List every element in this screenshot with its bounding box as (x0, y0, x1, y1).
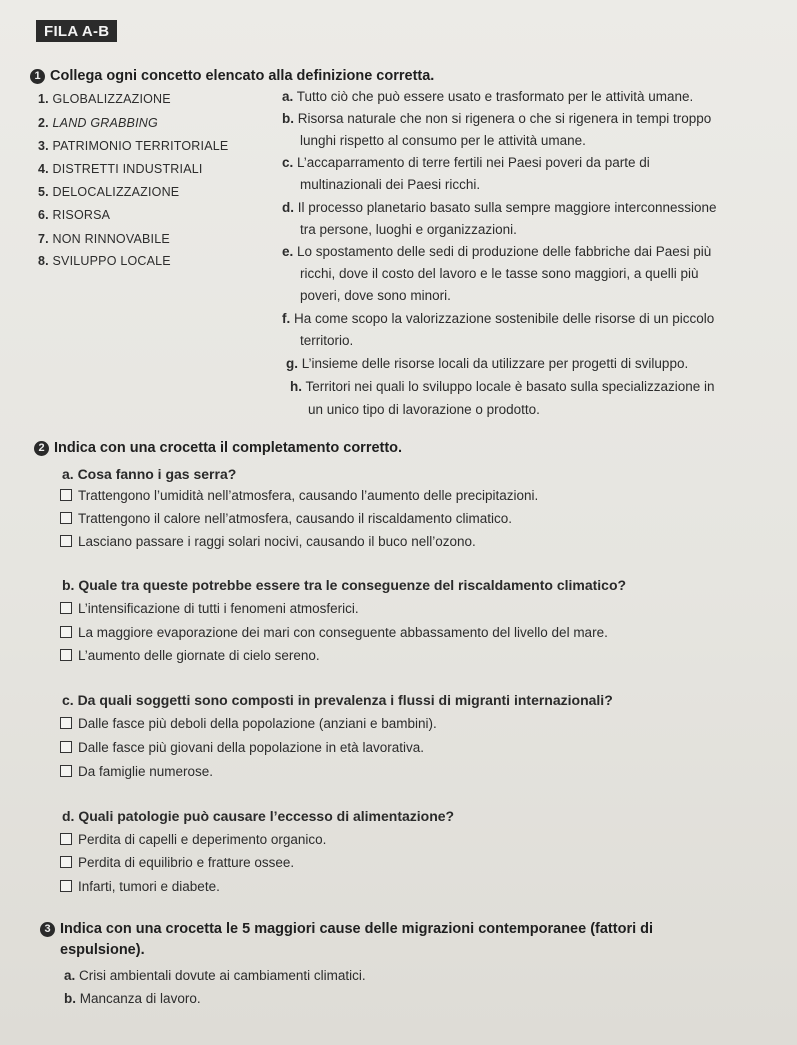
checkbox[interactable] (60, 626, 72, 638)
term-8: 8. SVILUPPO LOCALE (38, 254, 171, 268)
exercise-1-title (30, 68, 434, 84)
checkbox[interactable] (60, 880, 72, 892)
definition-d-line-2: tra persone, luoghi e organizzazioni. (300, 222, 517, 237)
checkbox[interactable] (60, 512, 72, 524)
checkbox[interactable] (60, 717, 72, 729)
exercise-3-text-line-1: Indica con una crocetta le 5 maggiori cause delle migrazioni contemporanee (fattori di (60, 921, 654, 937)
definition-c: c. L’accaparramento di terre fertili nei Paesi poveri da parte di (282, 155, 650, 170)
question-a-option-3[interactable]: Lasciano passare i raggi solari nocivi, causando il buco nell’ozono. (60, 534, 476, 549)
term-3: 3. PATRIMONIO TERRITORIALE (38, 139, 229, 153)
cause-b: b. Mancanza di lavoro. (64, 991, 201, 1006)
question-c-option-1[interactable]: Dalle fasce più deboli della popolazione (anziani e bambini). (60, 716, 437, 731)
exercise-3-title (40, 921, 653, 937)
question-d: d. Quali patologie può causare l’eccesso di alimentazione? (62, 808, 455, 824)
term-5: 5. DELOCALIZZAZIONE (38, 185, 180, 199)
definition-a: a. Tutto ciò che può essere usato e trasformato per le attività umane. (282, 89, 694, 104)
question-d-option-2[interactable]: Perdita di equilibrio e fratture ossee. (60, 855, 294, 870)
definition-d: d. Il processo planetario basato sulla sempre maggiore interconnessione (282, 200, 717, 215)
question-c-option-2[interactable]: Dalle fasce più giovani della popolazione in età lavorativa. (60, 740, 424, 755)
definition-e-line-2: ricchi, dove il costo del lavoro e le tasse sono maggiori, a quelli più (300, 266, 699, 281)
fila-label: FILA A-B (36, 20, 117, 42)
definition-f: f. Ha come scopo la valorizzazione sostenibile delle risorse di un piccolo (282, 311, 715, 326)
question-a: a. Cosa fanno i gas serra? (62, 466, 237, 482)
checkbox[interactable] (60, 535, 72, 547)
checkbox[interactable] (60, 741, 72, 753)
cause-a: a. Crisi ambientali dovute ai cambiamenti climatici. (64, 968, 366, 983)
question-d-option-1[interactable]: Perdita di capelli e deperimento organico. (60, 832, 326, 847)
checkbox[interactable] (60, 765, 72, 777)
checkbox[interactable] (60, 602, 72, 614)
term-1: 1. GLOBALIZZAZIONE (38, 92, 171, 106)
definition-c-line-2: multinazionali dei Paesi ricchi. (300, 177, 481, 192)
question-b-option-1[interactable]: L’intensificazione di tutti i fenomeni atmosferici. (60, 601, 359, 616)
question-b-option-2[interactable]: La maggiore evaporazione dei mari con conseguente abbassamento del livello del mare. (60, 625, 608, 640)
definition-h-line-2: un unico tipo di lavorazione o prodotto. (308, 402, 540, 417)
exercise-1-text: Collega ogni concetto elencato alla definizione corretta. (50, 68, 435, 84)
definition-b: b. Risorsa naturale che non si rigenera o che si rigenera in tempi troppo (282, 111, 712, 126)
term-4: 4. DISTRETTI INDUSTRIALI (38, 162, 203, 176)
exercise-2-number: 2 (34, 441, 49, 456)
question-b-option-3[interactable]: L’aumento delle giornate di cielo sereno. (60, 648, 320, 663)
definition-h: h. Territori nei quali lo sviluppo locale è basato sulla specializzazione in (290, 379, 715, 394)
question-c: c. Da quali soggetti sono composti in prevalenza i flussi di migranti internazionali? (62, 692, 613, 708)
term-7: 7. NON RINNOVABILE (38, 232, 170, 246)
exercise-3-number: 3 (40, 922, 55, 937)
term-6: 6. RISORSA (38, 208, 111, 222)
question-d-option-3[interactable]: Infarti, tumori e diabete. (60, 879, 220, 894)
exercise-3-text-line-2: espulsione). (60, 942, 145, 958)
question-a-option-1[interactable]: Trattengono l’umidità nell’atmosfera, causando l’aumento delle precipitazioni. (60, 488, 538, 503)
exercise-1-number: 1 (30, 69, 45, 84)
exercise-2-title (34, 440, 402, 456)
definition-g: g. L’insieme delle risorse locali da utilizzare per progetti di sviluppo. (286, 356, 689, 371)
definition-e: e. Lo spostamento delle sedi di produzione delle fabbriche dai Paesi più (282, 244, 712, 259)
question-a-option-2[interactable]: Trattengono il calore nell’atmosfera, causando il riscaldamento climatico. (60, 511, 512, 526)
definition-b-line-2: lunghi rispetto al consumo per le attività umane. (300, 133, 586, 148)
definition-f-line-2: territorio. (300, 333, 354, 348)
checkbox[interactable] (60, 833, 72, 845)
exercise-2-text: Indica con una crocetta il completamento corretto. (54, 440, 403, 456)
question-b: b. Quale tra queste potrebbe essere tra le conseguenze del riscaldamento climatico? (62, 577, 627, 593)
definition-e-line-3: poveri, dove sono minori. (300, 288, 451, 303)
question-c-option-3[interactable]: Da famiglie numerose. (60, 764, 213, 779)
term-2: 2. LAND GRABBING (38, 116, 158, 130)
checkbox[interactable] (60, 856, 72, 868)
checkbox[interactable] (60, 489, 72, 501)
checkbox[interactable] (60, 649, 72, 661)
